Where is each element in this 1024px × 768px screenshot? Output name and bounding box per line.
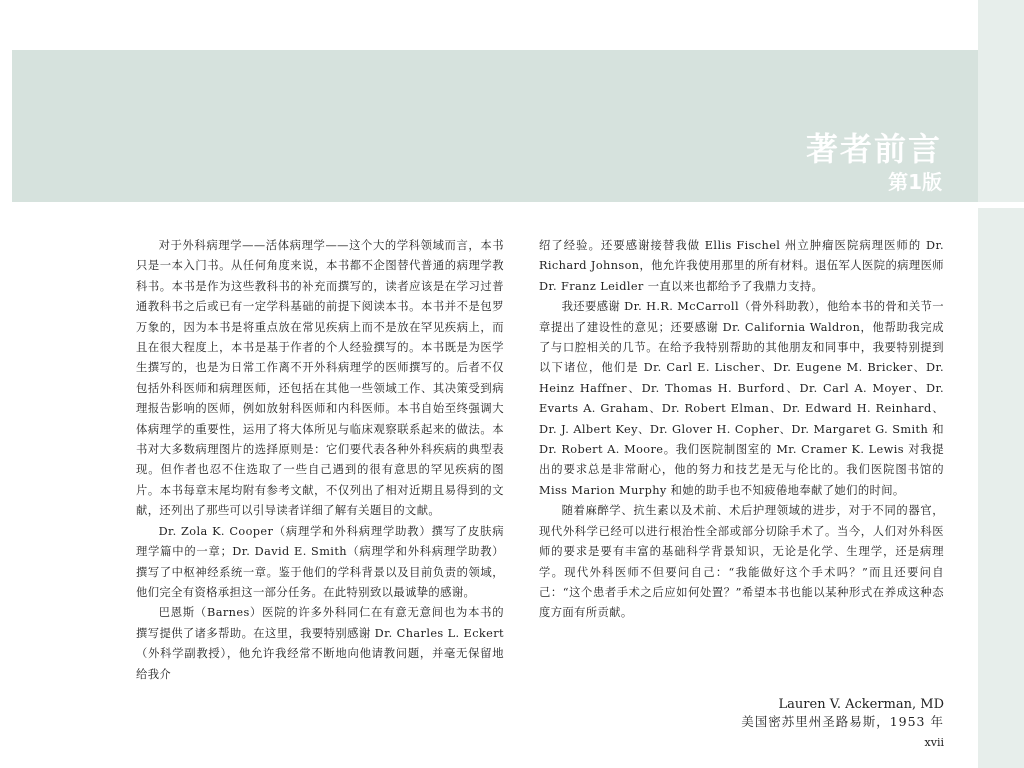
- edition-subtitle: 第1版: [888, 170, 942, 194]
- header-band: [12, 50, 978, 202]
- right-column: [539, 236, 944, 624]
- page-title: 著者前言: [805, 130, 942, 168]
- side-strip: [978, 0, 1024, 768]
- side-strip-gap: [978, 202, 1024, 208]
- paragraph: Dr. Zola K. Cooper（病理学和外科病理学助教）撰写了皮肤病理学篇中的一章；Dr. David E. Smith（病理学和外科病理学助教）撰写了中枢神经系统一章。鉴于他们的学科背景以及目前负责的领域，他们完全有资格承担这一部分任务。在此特别致以最诚挚的感谢。: [136, 524, 504, 599]
- paragraph: 绍了经验。还要感谢接替我做 Ellis Fischel 州立肿瘤医院病理医师的 Dr. Richard Johnson，他允许我使用那里的所有材料。退伍军人医院的病理医师 Dr. Franz Leidler 一直以来也都给予了我鼎力支持。: [539, 239, 944, 293]
- signature-block: [741, 696, 944, 730]
- place-date: 美国密苏里州圣路易斯，1953 年: [741, 714, 944, 729]
- paragraph: 对于外科病理学——活体病理学——这个大的学科领域而言，本书只是一本入门书。从任何角度来说，本书都不企图替代普通的病理学教科书。本书是作为这些教科书的补充而撰写的，读者应该是在学习过普通教科书之后或已有一定学科基础的前提下阅读本书。本书并不是包罗万象的，因为本书是将重点放在常见疾病上而不是放在罕见疾病上，而且在很大程度上，本书是基于作者的个人经验撰写的。本书既是为医学生撰写的，也是为日常工作离不开外科病理学的医师撰写的。后者不仅包括外科医师和病理医师，还包括在其他一些领域工作、其决策受到病理报告影响的医师，例如放射科医师和内科医师。本书自始至终强调大体病理学的重要性，运用了将大体所见与临床观察联系起来的做法。本书对大多数病理图片的选择原则是：它们要代表各种外科疾病的典型表现。但作者也忍不住选取了一些自己遇到的很有意思的罕见疾病的图片。本书每章末尾均附有参考文献，不仅列出了相对近期且易得到的文献，还列出了那些可以引导读者详细了解有关题目的文献。: [136, 239, 504, 518]
- author-name: Lauren V. Ackerman, MD: [778, 697, 944, 712]
- page-number: xvii: [924, 736, 944, 749]
- left-column: [136, 236, 504, 685]
- paragraph: 随着麻醉学、抗生素以及术前、术后护理领域的进步，对于不同的器官，现代外科学已经可以进行根治性全部或部分切除手术了。当今，人们对外科医师的要求是要有丰富的基础科学背景知识，无论是化学、生理学，还是病理学。现代外科医师不但要问自己：“我能做好这个手术吗？”而且还要问自己：“这个患者手术之后应如何处置？”希望本书也能以某种形式在养成这种态度方面有所贡献。: [539, 504, 944, 620]
- paragraph: 我还要感谢 Dr. H.R. McCarroll（骨外科助教），他给本书的骨和关节一章提出了建设性的意见；还要感谢 Dr. California Waldron，他帮助我完成了与口腔相关的几节。在给予我特别帮助的其他朋友和同事中，我要特别提到以下诸位，他们是 Dr. Carl E. Lischer、Dr. Eugene M. Bricker、Dr. Heinz Haffner、Dr. Thomas H. Burford、Dr. Carl A. Moyer、Dr. Evarts A. Graham、Dr. Robert Elman、Dr. Edward H. Reinhard、Dr. J. Albert Key、Dr. Glover H. Copher、Dr. Margaret G. Smith 和 Dr. Robert A. Moore。我们医院制图室的 Mr. Cramer K. Lewis 对我提出的要求总是非常耐心，他的努力和技艺是无与伦比的。我们医院图书馆的 Miss Marion Murphy 和她的助手也不知疲倦地奉献了她们的时间。: [539, 300, 944, 497]
- paragraph: 巴恩斯（Barnes）医院的许多外科同仁在有意无意间也为本书的撰写提供了诸多帮助。在这里，我要特别感谢 Dr. Charles L. Eckert（外科学副教授），他允许我经常不断地向他请教问题，并毫无保留地给我介: [136, 606, 504, 681]
